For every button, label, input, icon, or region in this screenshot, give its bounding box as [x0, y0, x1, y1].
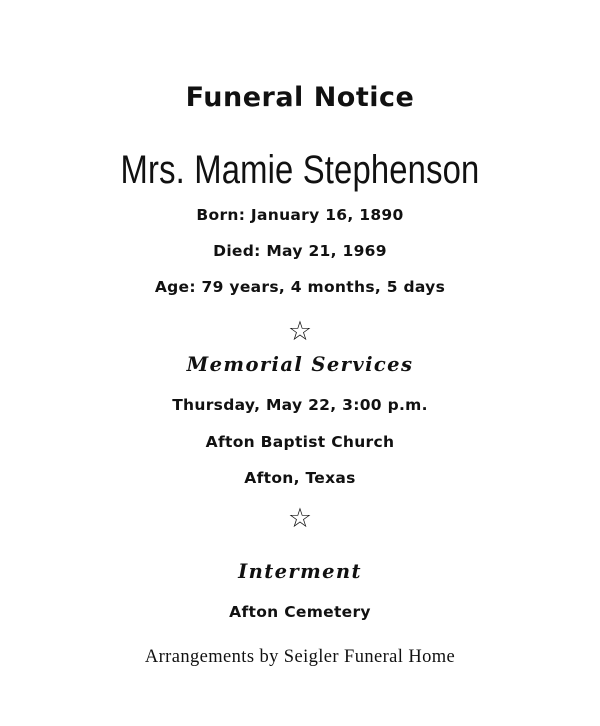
- birth-date: Born: January 16, 1890: [196, 206, 404, 224]
- star-icon: ☆: [287, 316, 313, 347]
- star-icon: ☆: [287, 503, 313, 534]
- interment-heading: Interment: [238, 560, 362, 583]
- funeral-home-arrangements: Arrangements by Seigler Funeral Home: [144, 647, 456, 667]
- service-city: Afton, Texas: [244, 469, 356, 487]
- age-at-death: Age: 79 years, 4 months, 5 days: [154, 278, 446, 296]
- interment-location: Afton Cemetery: [229, 603, 371, 621]
- death-date: Died: May 21, 1969: [213, 242, 387, 260]
- memorial-services-heading: Memorial Services: [186, 353, 414, 376]
- notice-title: Funeral Notice: [185, 82, 415, 113]
- service-datetime: Thursday, May 22, 3:00 p.m.: [172, 396, 428, 414]
- deceased-name: Mrs. Mamie Stephenson: [120, 148, 480, 192]
- service-location: Afton Baptist Church: [205, 433, 395, 451]
